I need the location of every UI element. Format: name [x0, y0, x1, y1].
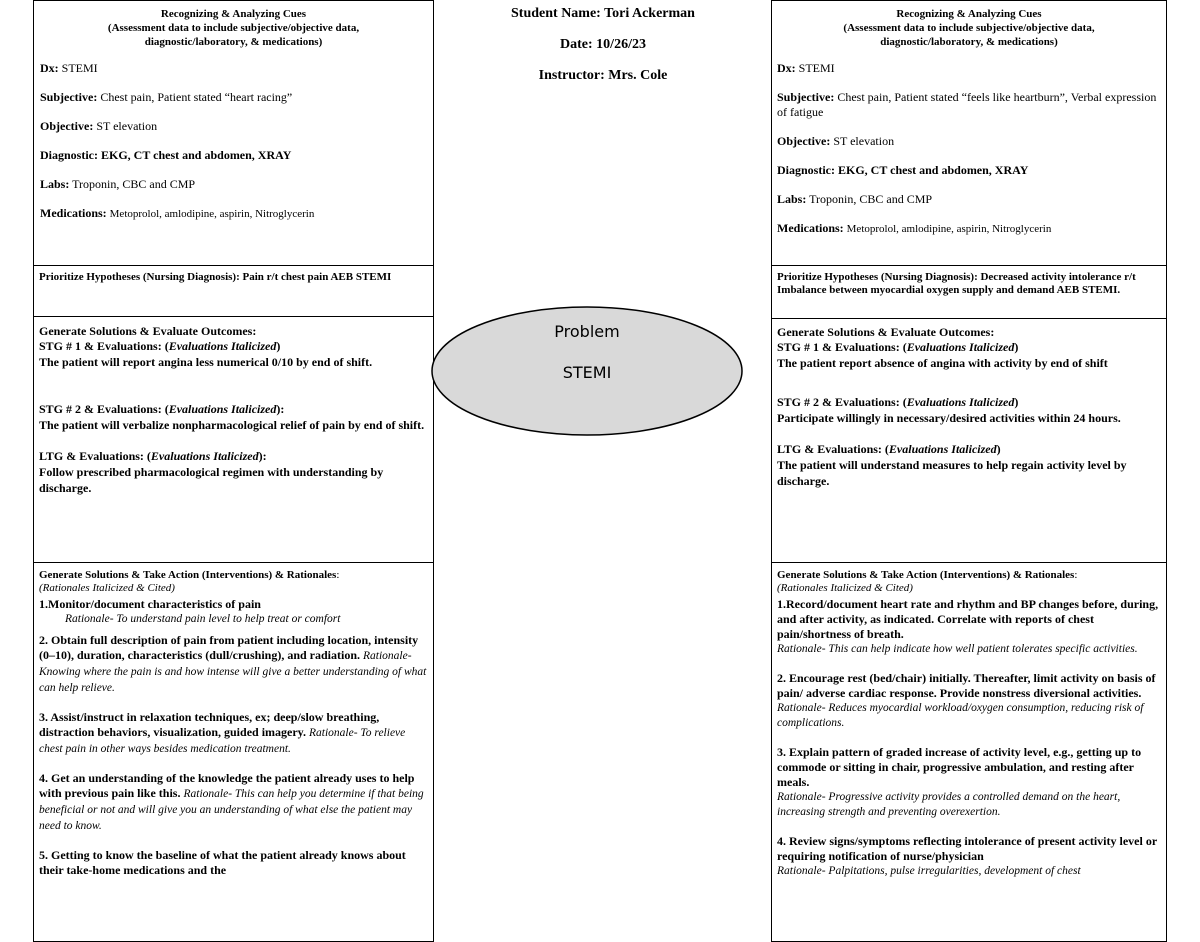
left-dx-value: STEMI: [61, 61, 98, 75]
left-actions-header-suffix: :: [336, 569, 340, 581]
left-subjective: [40, 90, 427, 105]
left-subjective-label: Subjective:: [40, 90, 98, 104]
right-hypothesis-label: Prioritize Hypotheses (Nursing Diagnosis):: [777, 271, 978, 283]
right-medications-value: Metoprolol, amlodipine, aspirin, Nitroglycerin: [846, 223, 1052, 235]
student-info: [434, 6, 772, 84]
left-intervention-4: [39, 771, 428, 834]
right-stg1: [777, 340, 1161, 371]
problem-label: Problem: [554, 322, 620, 341]
instructor: Instructor: Mrs. Cole: [538, 68, 668, 83]
left-hypothesis-box: [33, 265, 434, 317]
left-cues-box: [33, 0, 434, 266]
right-ltg-heading: [777, 442, 1161, 457]
left-stg2-italic: Evaluations Italicized: [168, 402, 277, 416]
right-stg1-text: The patient report absence of angina with activity by end of shift: [777, 356, 1108, 370]
right-ltg-prefix: LTG & Evaluations: (: [777, 442, 889, 456]
right-actions-subheader: (Rationales Italicized & Cited): [777, 582, 913, 594]
left-intervention-3: [39, 710, 428, 757]
date: Date: 10/26/23: [560, 37, 646, 52]
left-labs: [40, 177, 427, 192]
left-cues-subtitle: (Assessment data to include subjective/objective data, diagnostic/laboratory, & medications): [107, 22, 360, 48]
left-ltg-text: Follow prescribed pharmacological regimen with understanding by discharge.: [39, 465, 384, 495]
left-stg2: [39, 402, 428, 433]
right-medications-label: Medications:: [777, 221, 844, 235]
right-subjective-value: Chest pain, Patient stated “feels like heartburn”, Verbal expression of fatigue: [777, 90, 1157, 119]
left-stg2-heading: [39, 402, 428, 417]
right-medications: [777, 221, 1161, 237]
left-ltg: [39, 449, 428, 496]
right-actions-header-suffix: :: [1074, 569, 1078, 581]
right-hypothesis: [777, 271, 1161, 297]
student-name: Student Name: Tori Ackerman: [511, 6, 695, 21]
right-subjective-label: Subjective:: [777, 90, 835, 104]
left-stg1-italic: Evaluations Italicized: [168, 339, 277, 353]
left-ltg-suffix: ):: [258, 449, 267, 463]
right-ltg-text: The patient will understand measures to help regain activity level by discharge.: [777, 458, 1127, 488]
right-diagnostic-label: Diagnostic:: [777, 163, 835, 177]
left-medications: [40, 206, 427, 222]
right-diagnostic: [777, 163, 1161, 178]
right-hypothesis-box: [771, 265, 1167, 319]
right-ltg: [777, 442, 1161, 489]
left-intervention-1-text: 1.Monitor/document characteristics of pain: [39, 597, 261, 611]
left-actions-header: [39, 569, 428, 582]
right-ltg-italic: Evaluations Italicized: [888, 442, 997, 456]
left-stg2-prefix: STG # 2 & Evaluations: (: [39, 402, 169, 416]
left-hypothesis: Prioritize Hypotheses (Nursing Diagnosis): Pain r/t chest pain AEB STEMI: [39, 271, 392, 283]
right-stg2-heading: [777, 395, 1161, 410]
problem-value: STEMI: [562, 363, 612, 382]
left-stg1-prefix: STG # 1 & Evaluations: (: [39, 339, 169, 353]
left-stg2-suffix: ):: [276, 402, 285, 416]
right-intervention-3-rationale: Rationale- Progressive activity provides a controlled demand on the heart, increasing strength and preventing overexertion.: [777, 791, 1121, 818]
left-objective: [40, 119, 427, 134]
right-cues-box: [771, 0, 1167, 266]
left-intervention-4-text: 4. Get an understanding of the knowledge the patient already uses to help with previous pain like this.: [39, 771, 415, 800]
right-dx-label: Dx:: [777, 61, 796, 75]
right-actions-box: [771, 562, 1167, 942]
left-intervention-5-text: 5. Getting to know the baseline of what the patient already knows about their take-home medications and the: [39, 848, 406, 877]
right-labs: [777, 192, 1161, 207]
left-intervention-2-rationale: Rationale- Knowing where the pain is and how intense will give a better understanding of what can help relieve.: [39, 650, 427, 694]
left-intervention-1: [39, 597, 428, 627]
left-ltg-prefix: LTG & Evaluations: (: [39, 449, 151, 463]
right-labs-label: Labs:: [777, 192, 807, 206]
right-stg1-heading: [777, 340, 1161, 355]
right-subjective: [777, 90, 1161, 120]
left-labs-value: Troponin, CBC and CMP: [72, 177, 196, 191]
left-diagnostic: [40, 148, 427, 163]
right-stg2-italic: Evaluations Italicized: [906, 395, 1015, 409]
right-intervention-1-rationale: Rationale- This can help indicate how well patient tolerates specific activities.: [777, 643, 1138, 655]
left-objective-label: Objective:: [40, 119, 94, 133]
right-intervention-2-text: 2. Encourage rest (bed/chair) initially. Thereafter, limit activity on basis of pain/ adverse cardiac response. Provide nonstress diversional activities.: [777, 671, 1156, 700]
right-intervention-3: [777, 745, 1161, 820]
right-intervention-3-text: 3. Explain pattern of graded increase of activity level, e.g., getting up to commode or sitting in chair, progressive ambulation, and resting after meals.: [777, 745, 1142, 789]
right-stg2-prefix: STG # 2 & Evaluations: (: [777, 395, 907, 409]
left-ltg-italic: Evaluations Italicized: [150, 449, 259, 463]
left-intervention-4-rationale: Rationale- This can help you determine if that being beneficial or not and will give you an understanding of what else the patient may need to know.: [39, 788, 424, 832]
left-ltg-heading: [39, 449, 428, 464]
right-actions-header-bold: Generate Solutions & Take Action (Interventions) & Rationales: [777, 569, 1075, 581]
right-labs-value: Troponin, CBC and CMP: [809, 192, 933, 206]
right-intervention-1: [777, 597, 1161, 657]
right-intervention-2: [777, 671, 1161, 731]
left-intervention-5: [39, 848, 428, 878]
right-stg2-text: Participate willingly in necessary/desired activities within 24 hours.: [777, 411, 1121, 425]
right-actions-header: [777, 569, 1161, 582]
right-objective-value: ST elevation: [833, 134, 895, 148]
left-solutions-box: [33, 316, 434, 563]
right-intervention-4-rationale: Rationale- Palpitations, pulse irregularities, development of chest: [777, 865, 1081, 877]
right-solutions-box: [771, 318, 1167, 563]
left-cues-title: Recognizing & Analyzing Cues: [160, 8, 307, 20]
left-objective-value: ST elevation: [96, 119, 158, 133]
left-solutions-header: Generate Solutions & Evaluate Outcomes:: [39, 324, 257, 338]
right-stg1-suffix: ): [1014, 340, 1019, 354]
right-dx: [777, 61, 1161, 76]
right-solutions-header: Generate Solutions & Evaluate Outcomes:: [777, 325, 995, 339]
left-diagnostic-value: EKG, CT chest and abdomen, XRAY: [101, 148, 292, 162]
left-stg1-heading: [39, 339, 428, 354]
right-objective: [777, 134, 1161, 149]
left-stg1-text: The patient will report angina less numerical 0/10 by end of shift.: [39, 355, 373, 369]
right-dx-value: STEMI: [798, 61, 835, 75]
left-actions-box: [33, 562, 434, 942]
left-actions-subheader: (Rationales Italicized & Cited): [39, 582, 175, 594]
right-intervention-4-text: 4. Review signs/symptoms reflecting intolerance of present activity level or requiring notification of nurse/physician: [777, 834, 1157, 863]
left-stg2-text: The patient will verbalize nonpharmacological relief of pain by end of shift.: [39, 418, 425, 432]
left-intervention-3-text: 3. Assist/instruct in relaxation techniques, ex; deep/slow breathing, distraction behaviors, visualization, guided imagery.: [39, 710, 380, 739]
left-medications-value: Metoprolol, amlodipine, aspirin, Nitroglycerin: [109, 208, 315, 220]
right-intervention-4: [777, 834, 1161, 879]
left-stg1: [39, 339, 428, 370]
left-dx-label: Dx:: [40, 61, 59, 75]
problem-ellipse: [428, 305, 746, 455]
left-intervention-1-rationale: Rationale- To understand pain level to help treat or comfort: [65, 613, 341, 625]
left-diagnostic-label: Diagnostic:: [40, 148, 98, 162]
left-intervention-2: [39, 633, 428, 696]
left-stg1-suffix: ): [276, 339, 281, 353]
left-medications-label: Medications:: [40, 206, 107, 220]
right-intervention-2-rationale: Rationale- Reduces myocardial workload/oxygen consumption, reducing risk of complications.: [777, 702, 1144, 729]
right-intervention-1-text: 1.Record/document heart rate and rhythm and BP changes before, during, and after activity, as indicated. Correlate with reports of chest pain/shortness of breath.: [777, 597, 1159, 641]
left-intervention-2-text: 2. Obtain full description of pain from patient including location, intensity (0–10), duration, characteristics (dull/crushing), and radiation.: [39, 633, 419, 662]
right-cues-title: Recognizing & Analyzing Cues: [896, 8, 1042, 20]
left-dx: [40, 61, 427, 76]
right-cues-subtitle: (Assessment data to include subjective/objective data, diagnostic/laboratory, & medications): [843, 22, 1095, 48]
right-diagnostic-value: EKG, CT chest and abdomen, XRAY: [838, 163, 1029, 177]
right-objective-label: Objective:: [777, 134, 831, 148]
right-stg1-prefix: STG # 1 & Evaluations: (: [777, 340, 907, 354]
left-labs-label: Labs:: [40, 177, 70, 191]
right-hypothesis-value: Decreased activity intolerance r/t Imbalance between myocardial oxygen supply and demand AEB STEMI.: [777, 271, 1136, 296]
left-intervention-3-rationale: Rationale- To relieve chest pain in other ways besides medication treatment.: [39, 727, 406, 755]
left-actions-header-bold: Generate Solutions & Take Action (Interventions) & Rationales: [39, 569, 337, 581]
right-ltg-suffix: ): [996, 442, 1001, 456]
right-stg2-suffix: ): [1014, 395, 1019, 409]
right-stg2: [777, 395, 1161, 426]
left-subjective-value: Chest pain, Patient stated “heart racing”: [100, 90, 293, 104]
right-stg1-italic: Evaluations Italicized: [906, 340, 1015, 354]
